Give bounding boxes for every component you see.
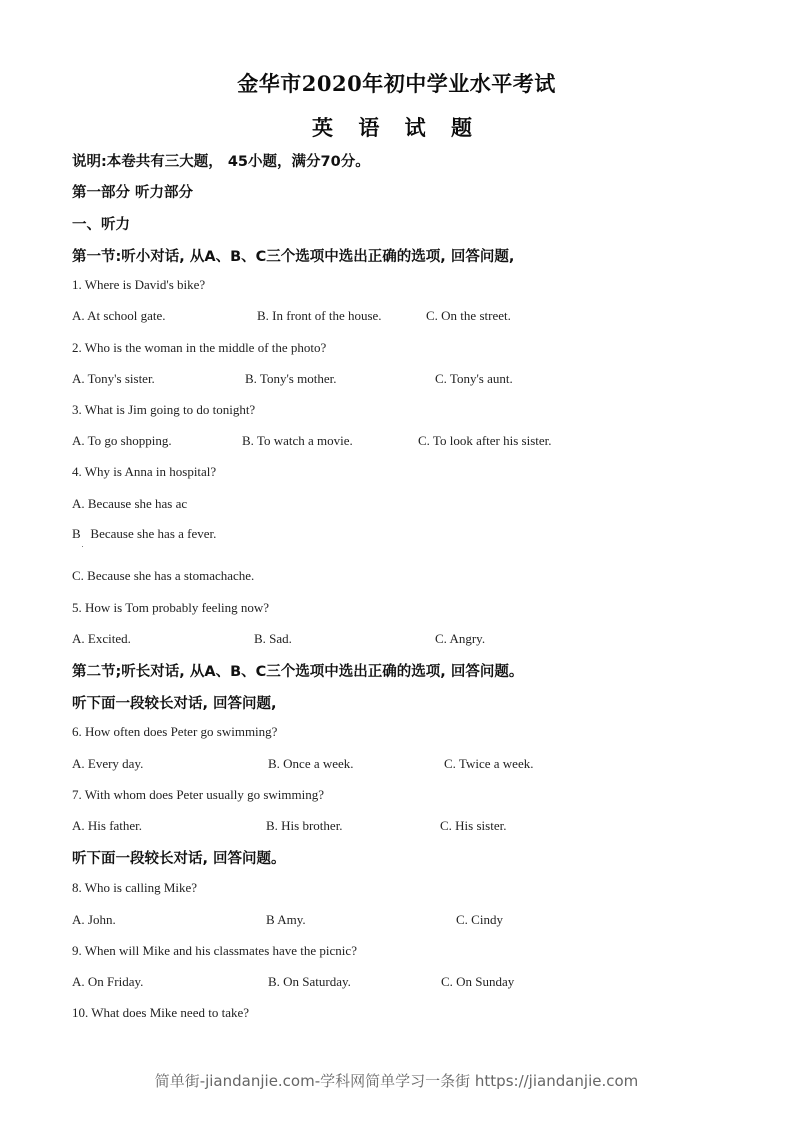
question-1: 1. Where is David's bike?: [72, 277, 206, 292]
q9-option-a: A. On Friday.: [72, 974, 144, 989]
question-5: 5. How is Tom probably feeling now?: [72, 600, 270, 615]
q3-option-a: A. To go shopping.: [72, 433, 172, 448]
section1-heading: 一、听力: [72, 217, 130, 233]
q2-option-c: C. Tony's aunt.: [435, 371, 513, 386]
q7-option-a: A. His father.: [72, 818, 143, 833]
q6-option-a: A. Every day.: [72, 756, 144, 771]
subsection2-heading: 第二节;听长对话, 从A、B、C三个选项中选出正确的选项, 回答问题。: [72, 664, 524, 680]
q4-option-a: A. Because she has ac: [72, 496, 188, 511]
question-10: 10. What does Mike need to take?: [72, 1005, 250, 1020]
question-4: 4. Why is Anna in hospital?: [72, 464, 217, 479]
q2-option-a: A. Tony's sister.: [72, 371, 155, 386]
q8-option-a: A. John.: [72, 912, 116, 927]
q1-option-c: C. On the street.: [426, 308, 511, 323]
watermark-footer: 简单街-jiandanjie.com-学科网简单学习一条街 https://jiandanjie.com: [154, 1072, 639, 1090]
question-9: 9. When will Mike and his classmates have the picnic?: [72, 943, 357, 958]
exam-title: 金华市2020年初中学业水平考试: [237, 71, 556, 96]
q6-option-b: B. Once a week.: [268, 756, 354, 771]
q2-option-b: B. Tony's mother.: [245, 371, 337, 386]
dialog1-heading: 听下面一段较长对话, 回答问题,: [72, 696, 277, 712]
q6-option-c: C. Twice a week.: [444, 756, 534, 771]
question-2: 2. Who is the woman in the middle of the photo?: [72, 340, 327, 355]
exam-subtitle: 英 语 试 题: [312, 115, 481, 140]
q4-option-b: B Because she has a fever.: [72, 526, 217, 541]
subsection1-heading: 第一节:听小对话, 从A、B、C三个选项中选出正确的选项, 回答问题,: [72, 249, 515, 265]
stray-mark: [82, 546, 83, 547]
part1-heading: 第一部分 听力部分: [72, 185, 194, 201]
q5-option-c: C. Angry.: [435, 631, 486, 646]
question-6: 6. How often does Peter go swimming?: [72, 724, 278, 739]
q7-option-b: B. His brother.: [266, 818, 343, 833]
q8-option-c: C. Cindy: [456, 912, 503, 927]
q9-option-b: B. On Saturday.: [268, 974, 351, 989]
question-7: 7. With whom does Peter usually go swimming?: [72, 787, 324, 802]
question-3: 3. What is Jim going to do tonight?: [72, 402, 256, 417]
q7-option-c: C. His sister.: [440, 818, 507, 833]
q3-option-b: B. To watch a movie.: [242, 433, 353, 448]
q1-option-b: B. In front of the house.: [257, 308, 382, 323]
q5-option-b: B. Sad.: [254, 631, 292, 646]
q5-option-a: A. Excited.: [72, 631, 131, 646]
question-8: 8. Who is calling Mike?: [72, 880, 198, 895]
exam-note: 说明:本卷共有三大题， 45小题，满分70分。: [72, 154, 370, 170]
q4-option-c: C. Because she has a stomachache.: [72, 568, 255, 583]
q1-option-a: A. At school gate.: [72, 308, 166, 323]
q9-option-c: C. On Sunday: [441, 974, 515, 989]
dialog2-heading: 听下面一段较长对话, 回答问题。: [72, 851, 286, 867]
q8-option-b: B Amy.: [266, 912, 306, 927]
q3-option-c: C. To look after his sister.: [418, 433, 552, 448]
